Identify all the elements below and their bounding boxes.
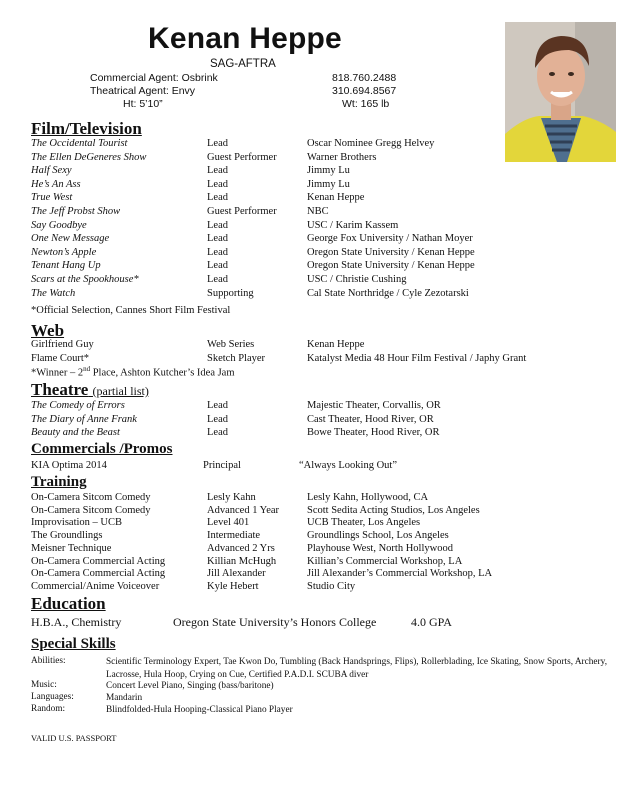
skill-value: Blindfolded-Hula Hooping-Classical Piano Player [106, 705, 293, 715]
web-note [31, 365, 235, 379]
education-heading: Education [31, 594, 106, 613]
film-director: Cal State Northridge / Cyle Zezotarski [307, 287, 469, 299]
training-role: Intermediate [207, 530, 261, 542]
training-director: Lesly Kahn, Hollywood, CA [307, 492, 429, 503]
film-television-heading: Film/Television [31, 119, 142, 138]
film-director: Oregon State University / Kenan Heppe [307, 260, 475, 272]
film-director: NBC [307, 206, 329, 217]
film-director: USC / Karim Kassem [307, 219, 399, 231]
theatre-heading [31, 380, 149, 400]
training-title: On-Camera Sitcom Comedy [31, 504, 151, 516]
training-director: Killian’s Commercial Workshop, LA [307, 555, 463, 567]
film-title: One New Message [31, 233, 110, 245]
web-role: Web Series [207, 339, 255, 350]
skill-value: Scientific Terminology Expert, Tae Kwon Do, Tumbling (Back Handsprings, Flips), Rollerblading, Ice Skating, Snow Sports, Archery, Lacrosse, Hula Hoop, Crying on Cue, Certified P.A.D.I. SCUBA diver [106, 657, 608, 680]
web-note-superscript: nd [83, 365, 91, 373]
film-title: Newton’s Apple [31, 246, 97, 258]
web-role: Sketch Player [207, 352, 266, 364]
skill-label: Abilities: [31, 656, 66, 666]
film-director: Jimmy Lu [307, 178, 350, 190]
film-role: Lead [207, 274, 228, 285]
theatrical-agent: Theatrical Agent: Envy [90, 85, 196, 97]
training-role: Advanced 1 Year [207, 504, 280, 516]
training-director: Studio City [307, 580, 356, 592]
web-title: Flame Court* [31, 352, 90, 364]
web-title: Girlfriend Guy [31, 339, 94, 350]
education-gpa: 4.0 GPA [411, 615, 452, 629]
film-role: Lead [207, 219, 228, 231]
training-title: The Groundlings [31, 530, 103, 542]
theatrical-agent-phone: 310.694.8567 [332, 85, 397, 97]
training-title: Improvisation – UCB [31, 517, 122, 529]
skill-label: Languages: [31, 692, 74, 702]
theatre-director: Bowe Theater, Hood River, OR [307, 427, 440, 438]
training-director: Jill Alexander’s Commercial Workshop, LA [307, 568, 493, 580]
passport-note: VALID U.S. PASSPORT [31, 733, 117, 743]
theatre-director: Cast Theater, Hood River, OR [307, 413, 434, 425]
commercial-role: Principal [203, 460, 241, 471]
film-title: Half Sexy [31, 165, 72, 177]
film-note: *Official Selection, Cannes Short Film Festival [31, 305, 231, 316]
film-title: Say Goodbye [31, 219, 87, 231]
training-title: On-Camera Commercial Acting [31, 568, 166, 580]
skill-value: Mandarin [106, 693, 143, 703]
headshot-photo [505, 22, 616, 162]
film-role: Lead [207, 192, 228, 204]
training-title: Meisner Technique [31, 542, 112, 554]
film-role: Lead [207, 165, 228, 177]
skill-label: Music: [31, 680, 57, 690]
web-heading: Web [31, 321, 65, 340]
training-role: Killian McHugh [207, 555, 277, 567]
film-title: Tenant Hang Up [31, 260, 101, 272]
training-role: Level 401 [207, 517, 250, 529]
web-note-text-b: Place, Ashton Kutcher’s Idea Jam [90, 367, 235, 379]
theatre-role: Lead [207, 413, 228, 425]
film-title: The Watch [31, 287, 76, 299]
film-director: USC / Christie Cushing [307, 274, 407, 285]
theatre-heading-title: Theatre [31, 380, 89, 399]
union-affiliation: SAG-AFTRA [210, 58, 276, 70]
web-director: Kenan Heppe [307, 339, 365, 350]
theatre-role: Lead [207, 400, 228, 411]
film-role: Lead [207, 260, 228, 272]
commercial-agent: Commercial Agent: Osbrink [90, 72, 218, 84]
training-director: Playhouse West, North Hollywood [307, 542, 453, 554]
commercial-title: KIA Optima 2014 [31, 460, 107, 471]
film-director: Jimmy Lu [307, 165, 350, 177]
training-heading: Training [31, 474, 87, 490]
commercial-agent-phone: 818.760.2488 [332, 72, 397, 84]
commercial-director: “Always Looking Out” [299, 460, 397, 471]
education-school: Oregon State University’s Honors College [173, 615, 377, 629]
film-role: Lead [207, 246, 228, 258]
theatre-director: Majestic Theater, Corvallis, OR [307, 400, 441, 411]
training-role: Advanced 2 Yrs [207, 542, 275, 554]
education-degree: H.B.A., Chemistry [31, 615, 122, 629]
film-title: The Occidental Tourist [31, 138, 128, 149]
film-role: Supporting [207, 287, 254, 299]
theatre-title: The Diary of Anne Frank [31, 413, 137, 425]
film-title: The Ellen DeGeneres Show [31, 151, 147, 163]
film-director: George Fox University / Nathan Moyer [307, 233, 473, 245]
film-role: Lead [207, 178, 228, 190]
training-director: Scott Sedita Acting Studios, Los Angeles [307, 504, 480, 516]
film-role: Lead [207, 233, 228, 245]
training-role: Kyle Hebert [207, 580, 259, 592]
film-role: Lead [207, 138, 228, 149]
training-role: Lesly Kahn [207, 492, 256, 503]
film-role: Guest Performer [207, 206, 277, 217]
actor-name: Kenan Heppe [148, 22, 342, 55]
theatre-title: Beauty and the Beast [31, 427, 120, 438]
training-title: On-Camera Commercial Acting [31, 555, 166, 567]
web-note-text-a: *Winner – 2 [31, 367, 84, 379]
film-director: Oscar Nominee Gregg Helvey [307, 138, 435, 149]
training-role: Jill Alexander [207, 568, 266, 580]
web-director: Katalyst Media 48 Hour Film Festival / Japhy Grant [307, 352, 527, 364]
film-title: Scars at the Spookhouse* [31, 274, 139, 285]
weight: Wt: 165 lb [342, 98, 390, 110]
commercials-heading: Commercials /Promos [31, 441, 173, 457]
theatre-subheading: (partial list) [92, 384, 149, 398]
film-role: Guest Performer [207, 151, 277, 163]
training-director: Groundlings School, Los Angeles [307, 530, 449, 542]
skill-value: Concert Level Piano, Singing (bass/baritone) [106, 681, 274, 691]
height: Ht: 5’10” [123, 98, 163, 110]
training-title: Commercial/Anime Voiceover [31, 580, 160, 592]
training-title: On-Camera Sitcom Comedy [31, 492, 151, 503]
training-director: UCB Theater, Los Angeles [307, 517, 421, 529]
film-title: The Jeff Probst Show [31, 206, 121, 217]
film-director: Kenan Heppe [307, 192, 365, 204]
film-title: True West [31, 192, 73, 204]
theatre-title: The Comedy of Errors [31, 400, 125, 411]
theatre-role: Lead [207, 427, 228, 438]
film-director: Oregon State University / Kenan Heppe [307, 246, 475, 258]
film-title: He’s An Ass [31, 178, 81, 190]
special-skills-heading: Special Skills [31, 636, 116, 652]
film-director: Warner Brothers [307, 151, 377, 163]
skill-label: Random: [31, 704, 66, 714]
